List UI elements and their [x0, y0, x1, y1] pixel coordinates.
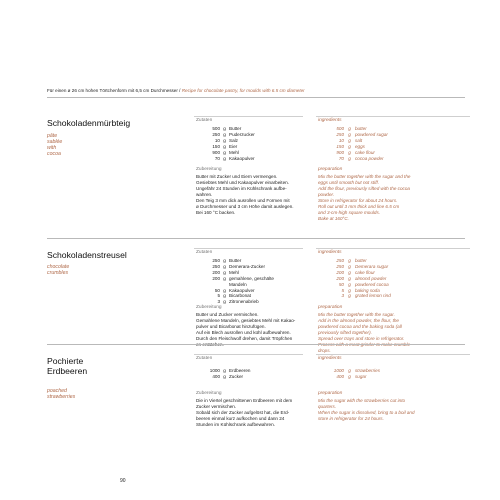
ingredient-quantity: 50 [214, 287, 220, 293]
recipe-title [47, 356, 87, 376]
preparation-heading-de: Zubereitung [196, 391, 222, 396]
intro-line [47, 88, 305, 93]
preparation-line: Roll out until 3 mm thick and line 6.5 cm [318, 204, 400, 209]
ingredients-heading-en: ingredients [318, 356, 342, 361]
ingredient-unit: g [348, 155, 351, 161]
recipe-subtitle: poached strawberries [47, 388, 76, 400]
ingredient-unit: g [223, 368, 226, 373]
recipe-title [47, 250, 127, 260]
ingredient-quantity: 250 [212, 258, 220, 263]
preparation-line: Auf ein Blech ausrollen und kühl aufbewahren. [196, 330, 291, 335]
ingredient-quantity: 500 [212, 126, 220, 131]
ingredient-unit: g [348, 143, 351, 149]
ingredient-name: cake flour [355, 269, 375, 275]
preparation-line: Process with a meat grinder to make crumble [318, 342, 411, 347]
preparation-heading-de: Zubereitung [196, 305, 222, 310]
ingredient-unit: g [223, 373, 226, 379]
ingredient-name: powdered sugar [355, 131, 388, 137]
ingredient-quantity: 70 [214, 155, 220, 161]
recipe-title-line: Pochierte [47, 356, 84, 366]
ingredient-quantity: 200 [212, 269, 220, 275]
ingredient-name: cocoa powder [355, 155, 384, 161]
ingredient-name: Mehl [229, 149, 239, 155]
ingredient-unit: g [223, 137, 226, 143]
preparation-line: When the sugar is dissolved, bring to a boil and [318, 410, 415, 415]
ingredient-list-en [330, 126, 388, 161]
preparation-line: Bake at 160°C. [318, 216, 349, 221]
ingredient-unit: g [348, 149, 351, 155]
preparation-heading-en: preparation [318, 391, 343, 396]
ingredient-unit: g [348, 269, 351, 275]
ingredient-name: Eier [229, 143, 238, 149]
preparation-line: ø Durchmesser und 3 cm Höhe damit auslegen. [196, 204, 294, 209]
ingredient-name: Erdbeeren [229, 368, 251, 373]
intro-text-en: Recipe for chocolate pastry, for moulds with 6.5 cm diameter [181, 88, 305, 93]
ingredient-quantity: 250 [336, 258, 344, 263]
title-rule-en [316, 354, 470, 355]
preparation-line: Stunden im Kühlschrank aufbewahren. [196, 422, 275, 427]
ingredient-unit: g [223, 258, 226, 263]
ingredient-unit: g [348, 287, 351, 293]
preparation-line: previously sifted together). [318, 330, 372, 335]
ingredient-unit: g [348, 368, 351, 373]
ingredients-heading-de: Zutaten [196, 250, 213, 255]
ingredient-name: grated lemon rind [355, 293, 391, 299]
ingredient-name: Puderzucker [229, 131, 255, 137]
preparation-line: beeren einmal kurz aufkochen und dann 24 [196, 416, 285, 421]
title-rule [194, 354, 303, 355]
preparation-line: Die in Viertel geschnittenen Erdbeeren mit dem [196, 398, 293, 403]
ingredient-name: salt [355, 137, 363, 143]
ingredients-heading-en: ingredients [318, 250, 342, 255]
ingredient-quantity: 200 [336, 269, 344, 275]
ingredient-name: almond powder [355, 275, 387, 281]
ingredient-quantity: 3 [217, 299, 220, 305]
ingredient-name: sugar [355, 373, 367, 379]
ingredient-row [204, 156, 255, 162]
preparation-heading-en: preparation [318, 305, 343, 310]
preparation-line: Sobald sich der Zucker aufgelöst hat, die Erd- [196, 410, 290, 415]
ingredient-list-en [330, 258, 391, 299]
ingredient-row [330, 293, 391, 299]
title-rule [194, 116, 303, 117]
ingredient-unit: g [223, 275, 226, 281]
ingredient-quantity: 50 [338, 281, 344, 287]
preparation-line: and 3-cm-high square moulds. [318, 210, 381, 215]
preparation-line: en entstehen. [196, 342, 224, 347]
ingredient-quantity: 3 [341, 293, 344, 299]
preparation-line: Gemahlene Mandeln, gesiebtes Mehl mit Kakao- [196, 318, 296, 323]
ingredient-row [330, 374, 380, 380]
preparation-line: Spread over trays and store in refrigerator. [318, 336, 405, 341]
ingredients-heading-en: ingredients [318, 118, 342, 123]
ingredient-quantity: 400 [336, 373, 344, 379]
ingredient-unit: g [223, 126, 226, 131]
ingredient-quantity: 500 [336, 126, 344, 131]
ingredient-list-en [330, 368, 380, 380]
preparation-text-en [318, 312, 410, 354]
ingredient-unit: g [348, 137, 351, 143]
ingredient-list-de [204, 368, 250, 380]
ingredient-name: Mandeln [229, 281, 247, 287]
title-rule-en [316, 248, 470, 249]
ingredient-quantity: 250 [336, 131, 344, 137]
ingredient-name: powdered cocoa [355, 281, 389, 287]
preparation-line: powdered cocoa and the baking soda (all [318, 324, 402, 329]
preparation-line: wahren. [196, 192, 213, 197]
preparation-line: Gesiebtes Mehl und Kakaopulver einarbeiten. [196, 180, 289, 185]
ingredient-name: Zucker [229, 373, 244, 379]
ingredient-name: eggs [355, 143, 365, 149]
ingredient-name: Zitronenabrieb [229, 299, 259, 305]
ingredient-quantity: 250 [212, 131, 220, 137]
section-divider [47, 238, 465, 239]
preparation-line: Mix the butter together with the sugar and the [318, 174, 411, 179]
recipe-title [47, 118, 130, 128]
preparation-text-de [196, 174, 294, 216]
preparation-line: Mix the butter together with the sugar. [318, 312, 395, 317]
preparation-line: Bei 160 °C backen. [196, 210, 236, 215]
recipe-subtitle: chocolate crumbles [47, 264, 70, 276]
preparation-line: Durch den Fleischwolf drehen, damit Tröpfchen [196, 336, 293, 341]
ingredient-unit: g [348, 281, 351, 287]
ingredient-quantity: 200 [212, 275, 220, 281]
ingredient-quantity: 10 [338, 137, 344, 143]
ingredient-name: gemahlene, geschälte [229, 275, 274, 281]
ingredient-row [330, 156, 388, 162]
preparation-line: Butter und Zucker vermischen. [196, 312, 259, 317]
ingredient-quantity: 5 [217, 293, 220, 299]
ingredient-name: Kakaopulver [229, 287, 255, 293]
ingredient-name: butter [355, 258, 367, 263]
ingredient-row [204, 374, 250, 380]
ingredient-quantity: 150 [336, 143, 344, 149]
ingredient-quantity: 1000 [209, 368, 220, 373]
ingredient-list-de [204, 258, 274, 305]
ingredient-quantity: 200 [336, 275, 344, 281]
preparation-line: Store in refrigerator for about 24 hours. [318, 198, 398, 203]
ingredient-unit: g [223, 269, 226, 275]
preparation-text-de [196, 312, 295, 348]
preparation-text-en [318, 174, 410, 222]
ingredient-quantity: 1000 [333, 368, 344, 373]
ingredient-unit: g [348, 258, 351, 263]
preparation-text-de [196, 398, 292, 428]
ingredient-name: Mehl [229, 269, 239, 275]
ingredient-quantity: 900 [336, 149, 344, 155]
preparation-line: drops. [318, 348, 331, 353]
ingredient-quantity: 250 [212, 263, 220, 269]
preparation-text-en [318, 398, 415, 422]
ingredient-name: Demerara sugar [355, 263, 389, 269]
preparation-line: Add in the almond powder, the flour, the [318, 318, 399, 323]
recipe-title-line: Schokoladenmürbteig [47, 118, 131, 128]
preparation-line: Zucker vermischen. [196, 404, 237, 409]
ingredient-name: cake flour [355, 149, 375, 155]
ingredient-name: Butter [229, 126, 242, 131]
recipe-subtitle: pâte sablée with cocoa [47, 133, 63, 157]
ingredient-quantity: 5 [341, 287, 344, 293]
preparation-line: quarters. [318, 404, 337, 409]
preparation-heading-de: Zubereitung [196, 167, 222, 172]
ingredient-quantity: 150 [212, 143, 220, 149]
ingredient-unit: g [348, 131, 351, 137]
ingredient-name: strawberries [355, 368, 381, 373]
ingredient-unit: g [223, 287, 226, 293]
ingredient-name: butter [355, 126, 367, 131]
ingredient-name: Demerara-Zucker [229, 263, 265, 269]
preparation-line: Butter mit Zucker und Eiern vermengen. [196, 174, 278, 179]
preparation-line: Add the flour, previously sifted with the cocoa [318, 186, 410, 191]
recipe-title-line: Schokoladenstreusel [47, 250, 127, 260]
intro-text-de: Für einen ø 26 cm hohen Törtchenform mit 6,5 cm Durchmesser / [47, 88, 181, 93]
ingredient-unit: g [348, 126, 351, 131]
title-rule [194, 248, 303, 249]
ingredients-heading-de: Zutaten [196, 118, 213, 123]
preparation-heading-en: preparation [318, 167, 343, 172]
ingredient-unit: g [223, 131, 226, 137]
ingredient-unit: g [223, 299, 226, 305]
ingredient-quantity: 400 [212, 373, 220, 379]
ingredient-unit: g [348, 373, 351, 379]
ingredient-list-de [204, 126, 255, 161]
ingredient-quantity: 70 [338, 155, 344, 161]
ingredient-quantity: 900 [212, 149, 220, 155]
ingredient-unit: g [348, 293, 351, 299]
ingredient-name: Salz [229, 137, 238, 143]
preparation-line: Den Teig 3 mm dick ausrollen und Formen mit [196, 198, 290, 203]
ingredient-name: Kakaopulver [229, 155, 255, 161]
ingredient-name: Butter [229, 258, 242, 263]
preparation-line: Ungefähr 24 Stunden im Kühlschrank aufbe- [196, 186, 287, 191]
ingredient-quantity: 250 [336, 263, 344, 269]
ingredient-quantity: 10 [214, 137, 220, 143]
preparation-line: powder. [318, 192, 335, 197]
page-number: 90 [120, 478, 126, 484]
ingredient-name: Bicarbonat [229, 293, 251, 299]
recipe-title-line: Erdbeeren [47, 366, 88, 376]
ingredient-unit: g [223, 155, 226, 161]
ingredient-unit: g [348, 275, 351, 281]
preparation-line: Mix the sugar with the strawberries cut into [318, 398, 406, 403]
ingredient-unit: g [348, 263, 351, 269]
ingredient-unit: g [223, 143, 226, 149]
ingredient-unit: g [223, 293, 226, 299]
ingredient-unit: g [223, 149, 226, 155]
ingredient-name: baking soda [355, 287, 380, 293]
intro-rule [47, 97, 465, 98]
title-rule-en [316, 116, 470, 117]
ingredients-heading-de: Zutaten [196, 356, 213, 361]
ingredient-unit: g [223, 263, 226, 269]
preparation-line: eggs until smooth but not stiff. [318, 180, 380, 185]
section-divider [47, 344, 465, 345]
preparation-line: pulver und Bicarbonat hinzufügen. [196, 324, 266, 329]
preparation-line: store in refrigerator for 24 hours. [318, 416, 384, 421]
